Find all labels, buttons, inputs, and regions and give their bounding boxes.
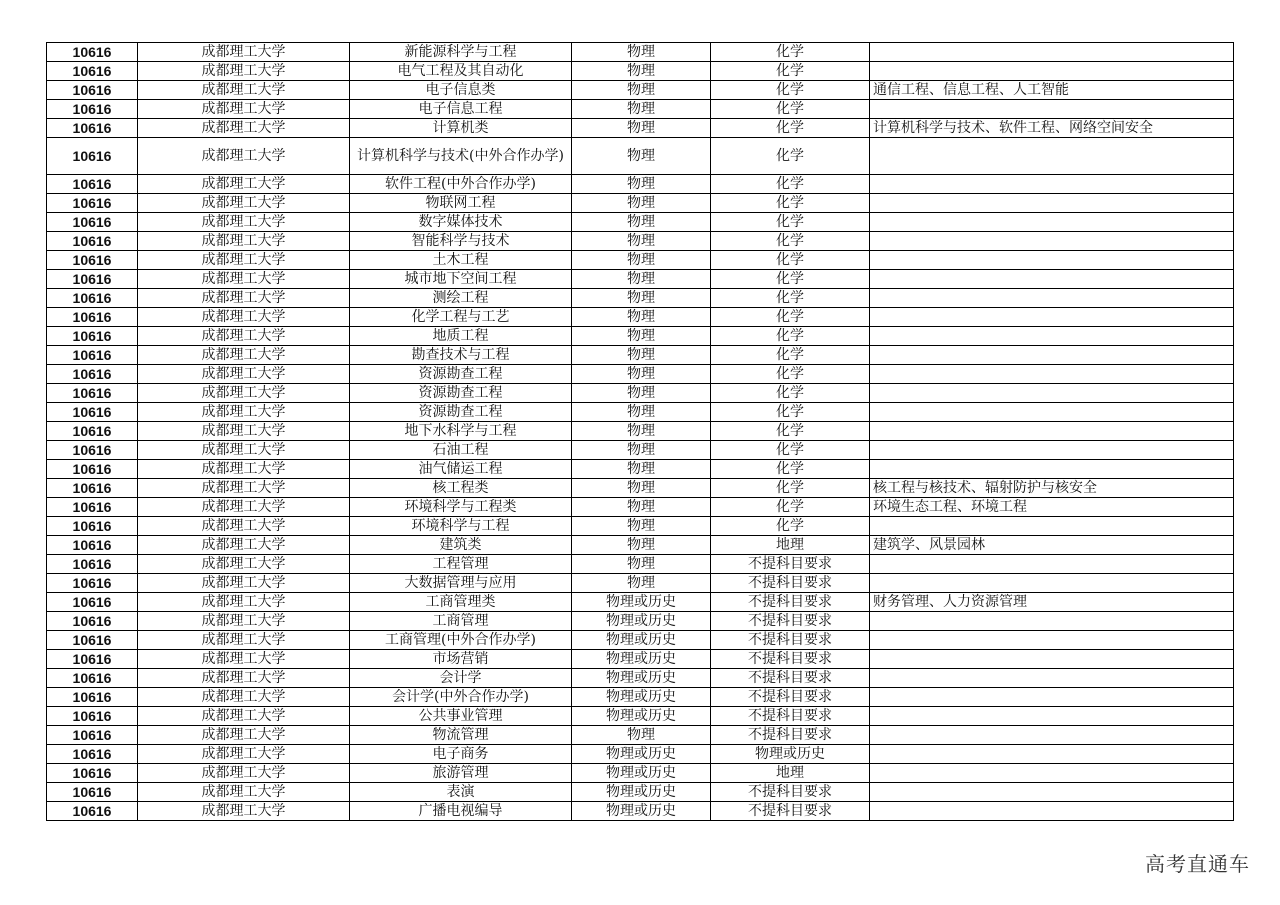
primary-subject-cell: 物理或历史 [572,764,711,783]
included-majors-cell [870,138,1234,175]
school-name-cell: 成都理工大学 [138,707,350,726]
table-row [47,669,1234,688]
school-code-cell: 10616 [47,688,138,707]
included-majors-cell: 计算机科学与技术、软件工程、网络空间安全 [870,119,1234,138]
secondary-subject-cell: 化学 [711,175,870,194]
table-row [47,441,1234,460]
school-code-cell: 10616 [47,460,138,479]
table-row [47,593,1234,612]
primary-subject-cell: 物理或历史 [572,612,711,631]
school-name-cell: 成都理工大学 [138,43,350,62]
school-name-cell: 成都理工大学 [138,289,350,308]
table-row [47,384,1234,403]
secondary-subject-cell: 化学 [711,194,870,213]
primary-subject-cell: 物理 [572,574,711,593]
school-code-cell: 10616 [47,365,138,384]
table-row [47,403,1234,422]
school-code-cell: 10616 [47,612,138,631]
school-name-cell: 成都理工大学 [138,612,350,631]
school-code-cell: 10616 [47,175,138,194]
primary-subject-cell: 物理 [572,498,711,517]
included-majors-cell [870,289,1234,308]
primary-subject-cell: 物理 [572,81,711,100]
major-name-cell: 旅游管理 [350,764,572,783]
major-name-cell: 土木工程 [350,251,572,270]
school-name-cell: 成都理工大学 [138,251,350,270]
included-majors-cell [870,308,1234,327]
school-code-cell: 10616 [47,441,138,460]
major-name-cell: 资源勘查工程 [350,384,572,403]
major-name-cell: 广播电视编导 [350,802,572,821]
school-name-cell: 成都理工大学 [138,669,350,688]
major-name-cell: 环境科学与工程类 [350,498,572,517]
table-row [47,650,1234,669]
school-name-cell: 成都理工大学 [138,365,350,384]
school-name-cell: 成都理工大学 [138,384,350,403]
subject-requirements-table-container [46,42,1234,821]
watermark-text: 高考直通车 [1145,852,1250,876]
included-majors-cell [870,783,1234,802]
included-majors-cell [870,100,1234,119]
secondary-subject-cell: 化学 [711,327,870,346]
school-name-cell: 成都理工大学 [138,688,350,707]
secondary-subject-cell: 化学 [711,441,870,460]
secondary-subject-cell: 化学 [711,346,870,365]
primary-subject-cell: 物理 [572,175,711,194]
included-majors-cell [870,631,1234,650]
primary-subject-cell: 物理或历史 [572,783,711,802]
major-name-cell: 资源勘查工程 [350,403,572,422]
table-row [47,631,1234,650]
primary-subject-cell: 物理 [572,422,711,441]
secondary-subject-cell: 不提科目要求 [711,593,870,612]
included-majors-cell [870,422,1234,441]
table-row [47,43,1234,62]
secondary-subject-cell: 不提科目要求 [711,612,870,631]
school-name-cell: 成都理工大学 [138,517,350,536]
primary-subject-cell: 物理 [572,365,711,384]
school-code-cell: 10616 [47,138,138,175]
school-name-cell: 成都理工大学 [138,536,350,555]
primary-subject-cell: 物理 [572,555,711,574]
included-majors-cell [870,441,1234,460]
included-majors-cell [870,612,1234,631]
primary-subject-cell: 物理或历史 [572,650,711,669]
table-row [47,460,1234,479]
primary-subject-cell: 物理 [572,308,711,327]
major-name-cell: 物联网工程 [350,194,572,213]
table-row [47,574,1234,593]
secondary-subject-cell: 不提科目要求 [711,631,870,650]
table-row [47,498,1234,517]
included-majors-cell [870,62,1234,81]
primary-subject-cell: 物理或历史 [572,669,711,688]
school-code-cell: 10616 [47,100,138,119]
table-row [47,707,1234,726]
school-name-cell: 成都理工大学 [138,593,350,612]
secondary-subject-cell: 化学 [711,517,870,536]
included-majors-cell: 财务管理、人力资源管理 [870,593,1234,612]
major-name-cell: 会计学 [350,669,572,688]
major-name-cell: 石油工程 [350,441,572,460]
table-row [47,289,1234,308]
table-row [47,346,1234,365]
primary-subject-cell: 物理或历史 [572,745,711,764]
school-code-cell: 10616 [47,707,138,726]
school-name-cell: 成都理工大学 [138,232,350,251]
table-row [47,764,1234,783]
school-name-cell: 成都理工大学 [138,62,350,81]
major-name-cell: 测绘工程 [350,289,572,308]
major-name-cell: 电气工程及其自动化 [350,62,572,81]
major-name-cell: 智能科学与技术 [350,232,572,251]
secondary-subject-cell: 化学 [711,62,870,81]
secondary-subject-cell: 化学 [711,365,870,384]
primary-subject-cell: 物理 [572,194,711,213]
primary-subject-cell: 物理 [572,346,711,365]
table-row [47,422,1234,441]
school-name-cell: 成都理工大学 [138,175,350,194]
school-name-cell: 成都理工大学 [138,194,350,213]
major-name-cell: 计算机类 [350,119,572,138]
table-row [47,251,1234,270]
school-code-cell: 10616 [47,479,138,498]
secondary-subject-cell: 化学 [711,460,870,479]
school-code-cell: 10616 [47,308,138,327]
school-code-cell: 10616 [47,536,138,555]
major-name-cell: 环境科学与工程 [350,517,572,536]
secondary-subject-cell: 化学 [711,100,870,119]
table-row [47,270,1234,289]
primary-subject-cell: 物理 [572,43,711,62]
school-name-cell: 成都理工大学 [138,631,350,650]
school-name-cell: 成都理工大学 [138,726,350,745]
table-row [47,81,1234,100]
secondary-subject-cell: 不提科目要求 [711,555,870,574]
table-row [47,100,1234,119]
major-name-cell: 数字媒体技术 [350,213,572,232]
school-name-cell: 成都理工大学 [138,498,350,517]
secondary-subject-cell: 化学 [711,43,870,62]
primary-subject-cell: 物理 [572,460,711,479]
school-code-cell: 10616 [47,555,138,574]
school-name-cell: 成都理工大学 [138,422,350,441]
included-majors-cell [870,669,1234,688]
primary-subject-cell: 物理或历史 [572,802,711,821]
included-majors-cell [870,460,1234,479]
primary-subject-cell: 物理 [572,327,711,346]
included-majors-cell [870,726,1234,745]
school-code-cell: 10616 [47,631,138,650]
school-code-cell: 10616 [47,289,138,308]
major-name-cell: 地下水科学与工程 [350,422,572,441]
secondary-subject-cell: 不提科目要求 [711,783,870,802]
school-name-cell: 成都理工大学 [138,460,350,479]
school-code-cell: 10616 [47,232,138,251]
secondary-subject-cell: 化学 [711,479,870,498]
secondary-subject-cell: 化学 [711,403,870,422]
secondary-subject-cell: 不提科目要求 [711,574,870,593]
school-code-cell: 10616 [47,783,138,802]
table-row [47,62,1234,81]
major-name-cell: 工商管理(中外合作办学) [350,631,572,650]
school-name-cell: 成都理工大学 [138,555,350,574]
included-majors-cell: 建筑学、风景园林 [870,536,1234,555]
table-row [47,119,1234,138]
major-name-cell: 城市地下空间工程 [350,270,572,289]
primary-subject-cell: 物理或历史 [572,707,711,726]
included-majors-cell [870,745,1234,764]
included-majors-cell [870,365,1234,384]
primary-subject-cell: 物理 [572,289,711,308]
table-row [47,555,1234,574]
school-code-cell: 10616 [47,498,138,517]
table-row [47,365,1234,384]
secondary-subject-cell: 不提科目要求 [711,650,870,669]
major-name-cell: 计算机科学与技术(中外合作办学) [350,138,572,175]
secondary-subject-cell: 化学 [711,289,870,308]
subject-requirements-table [46,42,1234,821]
table-row [47,479,1234,498]
secondary-subject-cell: 不提科目要求 [711,802,870,821]
secondary-subject-cell: 化学 [711,213,870,232]
primary-subject-cell: 物理 [572,517,711,536]
included-majors-cell [870,517,1234,536]
school-name-cell: 成都理工大学 [138,138,350,175]
primary-subject-cell: 物理 [572,100,711,119]
school-code-cell: 10616 [47,764,138,783]
included-majors-cell [870,555,1234,574]
table-row [47,783,1234,802]
included-majors-cell [870,574,1234,593]
school-name-cell: 成都理工大学 [138,650,350,669]
table-row [47,175,1234,194]
major-name-cell: 勘查技术与工程 [350,346,572,365]
secondary-subject-cell: 化学 [711,422,870,441]
primary-subject-cell: 物理 [572,403,711,422]
school-code-cell: 10616 [47,517,138,536]
included-majors-cell [870,650,1234,669]
school-code-cell: 10616 [47,270,138,289]
table-row [47,536,1234,555]
school-name-cell: 成都理工大学 [138,441,350,460]
primary-subject-cell: 物理 [572,441,711,460]
school-code-cell: 10616 [47,384,138,403]
school-name-cell: 成都理工大学 [138,403,350,422]
major-name-cell: 市场营销 [350,650,572,669]
secondary-subject-cell: 地理 [711,764,870,783]
primary-subject-cell: 物理 [572,479,711,498]
included-majors-cell [870,213,1234,232]
school-code-cell: 10616 [47,650,138,669]
table-row [47,802,1234,821]
secondary-subject-cell: 化学 [711,270,870,289]
included-majors-cell [870,232,1234,251]
included-majors-cell [870,384,1234,403]
major-name-cell: 化学工程与工艺 [350,308,572,327]
school-code-cell: 10616 [47,574,138,593]
school-code-cell: 10616 [47,593,138,612]
primary-subject-cell: 物理或历史 [572,688,711,707]
major-name-cell: 核工程类 [350,479,572,498]
major-name-cell: 工商管理类 [350,593,572,612]
included-majors-cell [870,270,1234,289]
school-name-cell: 成都理工大学 [138,213,350,232]
major-name-cell: 公共事业管理 [350,707,572,726]
included-majors-cell [870,764,1234,783]
major-name-cell: 建筑类 [350,536,572,555]
school-code-cell: 10616 [47,194,138,213]
school-code-cell: 10616 [47,802,138,821]
school-name-cell: 成都理工大学 [138,308,350,327]
major-name-cell: 油气储运工程 [350,460,572,479]
secondary-subject-cell: 物理或历史 [711,745,870,764]
school-name-cell: 成都理工大学 [138,745,350,764]
included-majors-cell [870,43,1234,62]
secondary-subject-cell: 化学 [711,384,870,403]
table-row [47,308,1234,327]
secondary-subject-cell: 不提科目要求 [711,669,870,688]
school-name-cell: 成都理工大学 [138,270,350,289]
primary-subject-cell: 物理 [572,119,711,138]
primary-subject-cell: 物理 [572,62,711,81]
school-code-cell: 10616 [47,81,138,100]
school-code-cell: 10616 [47,346,138,365]
school-name-cell: 成都理工大学 [138,81,350,100]
table-body [47,43,1234,821]
primary-subject-cell: 物理 [572,536,711,555]
table-row [47,726,1234,745]
school-code-cell: 10616 [47,327,138,346]
included-majors-cell [870,688,1234,707]
table-row [47,745,1234,764]
school-name-cell: 成都理工大学 [138,574,350,593]
secondary-subject-cell: 化学 [711,119,870,138]
secondary-subject-cell: 化学 [711,232,870,251]
major-name-cell: 会计学(中外合作办学) [350,688,572,707]
primary-subject-cell: 物理 [572,384,711,403]
secondary-subject-cell: 不提科目要求 [711,726,870,745]
included-majors-cell: 核工程与核技术、辐射防护与核安全 [870,479,1234,498]
major-name-cell: 电子商务 [350,745,572,764]
primary-subject-cell: 物理 [572,213,711,232]
school-code-cell: 10616 [47,745,138,764]
major-name-cell: 电子信息类 [350,81,572,100]
school-name-cell: 成都理工大学 [138,100,350,119]
school-name-cell: 成都理工大学 [138,764,350,783]
major-name-cell: 工商管理 [350,612,572,631]
secondary-subject-cell: 地理 [711,536,870,555]
major-name-cell: 工程管理 [350,555,572,574]
school-code-cell: 10616 [47,43,138,62]
school-code-cell: 10616 [47,669,138,688]
table-row [47,194,1234,213]
major-name-cell: 表演 [350,783,572,802]
primary-subject-cell: 物理或历史 [572,631,711,650]
school-code-cell: 10616 [47,403,138,422]
table-row [47,138,1234,175]
secondary-subject-cell: 化学 [711,308,870,327]
primary-subject-cell: 物理或历史 [572,593,711,612]
school-code-cell: 10616 [47,62,138,81]
included-majors-cell [870,327,1234,346]
table-row [47,213,1234,232]
secondary-subject-cell: 不提科目要求 [711,688,870,707]
table-row [47,612,1234,631]
major-name-cell: 大数据管理与应用 [350,574,572,593]
major-name-cell: 资源勘查工程 [350,365,572,384]
major-name-cell: 物流管理 [350,726,572,745]
table-row [47,688,1234,707]
primary-subject-cell: 物理 [572,251,711,270]
school-name-cell: 成都理工大学 [138,802,350,821]
secondary-subject-cell: 不提科目要求 [711,707,870,726]
major-name-cell: 电子信息工程 [350,100,572,119]
included-majors-cell [870,346,1234,365]
table-row [47,232,1234,251]
included-majors-cell [870,175,1234,194]
major-name-cell: 新能源科学与工程 [350,43,572,62]
major-name-cell: 软件工程(中外合作办学) [350,175,572,194]
secondary-subject-cell: 化学 [711,81,870,100]
school-name-cell: 成都理工大学 [138,327,350,346]
included-majors-cell [870,194,1234,213]
school-name-cell: 成都理工大学 [138,479,350,498]
included-majors-cell: 通信工程、信息工程、人工智能 [870,81,1234,100]
included-majors-cell: 环境生态工程、环境工程 [870,498,1234,517]
secondary-subject-cell: 化学 [711,138,870,175]
primary-subject-cell: 物理 [572,138,711,175]
included-majors-cell [870,707,1234,726]
secondary-subject-cell: 化学 [711,251,870,270]
primary-subject-cell: 物理 [572,270,711,289]
major-name-cell: 地质工程 [350,327,572,346]
included-majors-cell [870,802,1234,821]
school-code-cell: 10616 [47,422,138,441]
school-name-cell: 成都理工大学 [138,119,350,138]
school-name-cell: 成都理工大学 [138,346,350,365]
included-majors-cell [870,251,1234,270]
primary-subject-cell: 物理 [572,232,711,251]
included-majors-cell [870,403,1234,422]
school-code-cell: 10616 [47,251,138,270]
secondary-subject-cell: 化学 [711,498,870,517]
school-code-cell: 10616 [47,119,138,138]
table-row [47,327,1234,346]
school-code-cell: 10616 [47,213,138,232]
school-code-cell: 10616 [47,726,138,745]
primary-subject-cell: 物理 [572,726,711,745]
table-row [47,517,1234,536]
school-name-cell: 成都理工大学 [138,783,350,802]
